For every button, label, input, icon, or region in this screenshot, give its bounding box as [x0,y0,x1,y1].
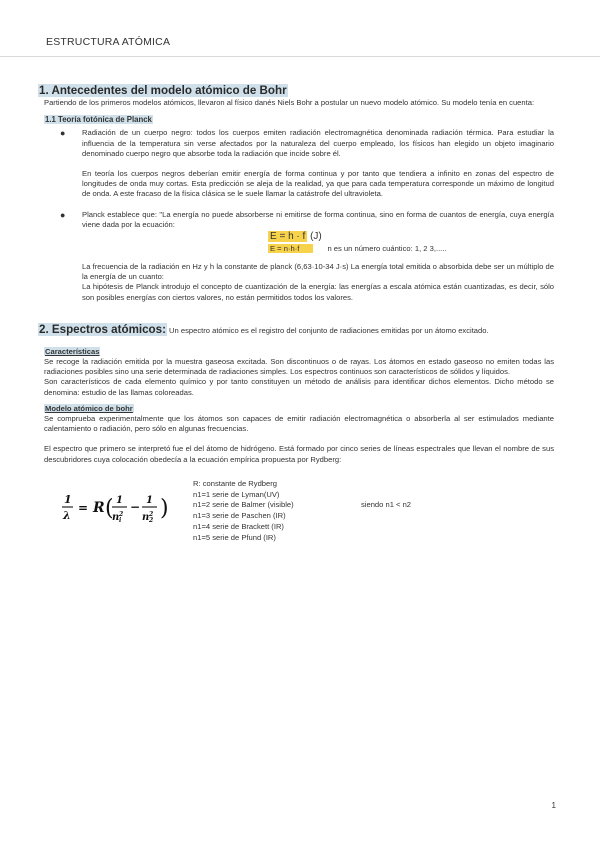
rydberg-list-item: n1=3 serie de Paschen (IR) [193,511,286,521]
characteristics-title [44,347,554,357]
planck-equation-unit: (J) [310,231,322,243]
section1-heading [38,84,554,98]
planck-equation-text: E = h · f [270,231,306,243]
page-number: 1 [551,801,556,810]
formula-n-i: n [112,511,120,523]
planck-explanation [38,262,554,303]
quantum-number-note: n es un número cuántico: 1, 2 3,..... [327,244,447,254]
planck-equation [38,231,554,243]
planck-hypothesis-paragraph: La hipótesis de Planck introdujo el concepto de cuantización de la energía: las energías a escala atómica están cuantizadas, es decir, sólo son posibles energías con ciertos valores, no están permitidos todos los valores. [82,282,554,302]
section2-heading-line [38,323,554,337]
formula-one-b: 1 [146,494,153,506]
characteristics-title-text: Características [45,346,100,356]
formula-n-f: n [142,511,150,523]
formula-sq-i: 2 [119,510,124,518]
bullet-dot-icon: ● [60,209,66,220]
section1-subheading-text: 1.1 Teoría fotónica de Planck [45,115,152,125]
rydberg-list-item: n1=5 serie de Pfund (IR) [193,532,276,542]
bohr-model-paragraph-1: Se comprueba experimentalmente que los átomos son capaces de emitir radiación electromagnética o absorberla al ser estimulados mediante calentamiento o radiación, pero sólo en algunas frecuencias. [44,414,554,434]
bullet-item-planck [38,210,554,230]
bohr-model-paragraph-2: El espectro que primero se interpretó fue el del átomo de hidrógeno. Está formado por cinco series de líneas espectrales que llevan el nombre de sus descubridores cuya colocación obedecía a la ecuación empírica propuesta por Rydberg: [44,444,554,464]
header-divider [0,56,600,57]
formula-sub-f: 2 [149,516,154,524]
bohr-model-title-text: Modelo atómico de bohr [45,403,133,413]
formula-minus: − [130,499,141,514]
rydberg-list-item: n1=2 serie de Balmer (visible) [193,500,294,510]
characteristics-paragraph-1: Se recoge la radiación emitida por la muestra gaseosa excitada. Son discontinuos o de rayas. Los átomos en estado gaseoso no emiten todas las radiaciones posibles sino una serie determinada de radiaciones simples. Los espectros continuos son característicos de sólidos y líquidos. [44,357,554,377]
formula-equals: = [78,500,89,515]
section1-heading-text: 1. Antecedentes del modelo atómico de Bohr [39,84,287,97]
rydberg-list-item: n1=4 serie de Brackett (IR) [193,522,284,532]
rydberg-series-list [193,479,294,544]
document-body [38,84,554,559]
characteristics-paragraph-2: Son característicos de cada elemento químico y por tanto constituyen un método de análisis para identificar dichos elementos. Dicho método se denomina: estudio de las llamas coloreadas. [44,377,554,397]
section1-intro: Partiendo de los primeros modelos atómicos, llevaron al físico danés Niels Bohr a postular un nuevo modelo atómico. Su modelo tenía en cuenta: [44,98,535,107]
black-body-paragraph: Radiación de un cuerpo negro: todos los cuerpos emiten radiación electromagnética denominada radiación térmica. Para estudiar la influencia de la temperatura sin verse afectados por la naturaleza del cuerpo empleado, los físicos han elegido un objeto imaginario denominado cuerpo negro que absorbe toda la radiación que incide sobre él. [82,128,554,158]
planck-equation-n [38,243,554,254]
formula-rparen: ) [160,495,169,521]
formula-R: R [93,499,105,516]
section2-heading: 2. Espectros atómicos: [39,322,166,336]
planck-equation-n-text: E = n·h·f [268,244,313,253]
section1-subheading [44,115,554,125]
rydberg-list-item: R: constante de Rydberg [193,478,278,488]
page-header-title: ESTRUCTURA ATÓMICA [46,36,171,48]
formula-one: 1 [64,492,72,506]
section2-definition: Un espectro atómico es el registro del conjunto de radiaciones emitidas por un átomo excitado. [166,325,489,335]
formula-lparen: ( [105,495,114,521]
formula-sub-i: i [119,516,122,524]
bullet-item-black-body [38,128,554,199]
rydberg-formula [60,489,190,533]
planck-frequency-paragraph: La frecuencia de la radiación en Hz y h la constante de planck (6,63·10-34 J·s) La energía total emitida o absorbida debe ser un múltiplo de la energía de un cuanto: [82,262,554,282]
rydberg-section [38,479,554,559]
bullet-dot-icon: ● [60,128,66,139]
planck-paragraph: Planck establece que: "La energía no puede absorberse ni emitirse de forma continua, sino en forma de cuantos de energía, cuya energía viene dada por la ecuación: [82,209,554,229]
formula-lambda: λ [63,508,71,522]
rydberg-condition: siendo n1 < n2 [361,499,412,509]
formula-sq-f: 2 [149,510,154,518]
formula-one-a: 1 [116,494,123,506]
rydberg-list-item: n1=1 serie de Lyman(UV) [193,489,280,499]
bohr-model-title [44,404,554,414]
black-body-paragraph-2: En teoría los cuerpos negros deberían emitir energía de forma continua y por tanto que tendiera a infinito en zonas del espectro de longitudes de onda muy cortas. Esta predicción se aleja de la realidad, ya que para cada temperatura corresponde un máximo de longitud de onda. A este fracaso de la física clásica se le suele llamar la catástrofe del ultravioleta. [82,169,554,199]
